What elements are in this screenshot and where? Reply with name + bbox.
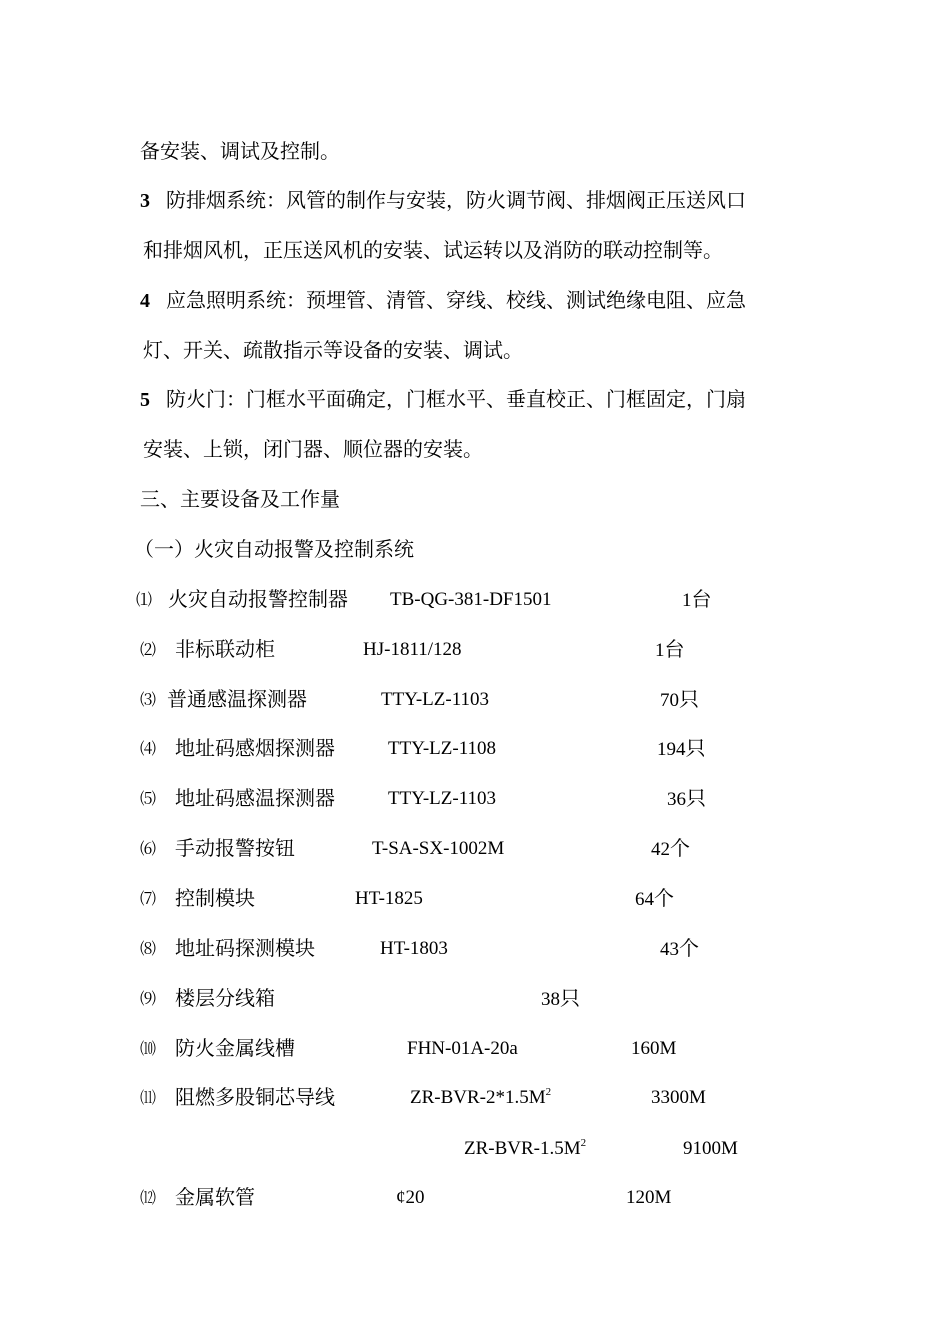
item-quantity	[635, 885, 674, 913]
item-quantity	[541, 985, 580, 1013]
item-index: ⑾	[140, 1088, 157, 1107]
item-model: TTY-LZ-1103	[381, 689, 489, 710]
item-model-text: ZR-BVR-1.5M	[464, 1138, 581, 1159]
item-model: T-SA-SX-1002M	[372, 838, 505, 859]
item-quantity	[655, 636, 685, 664]
item-quantity	[660, 935, 699, 963]
paragraph-4-line-1	[140, 287, 746, 314]
item-index: ⑴	[136, 590, 153, 609]
paragraph-4-line-2	[143, 337, 523, 363]
item-index: ⑻	[140, 939, 157, 958]
item-model: TTY-LZ-1103	[388, 788, 496, 809]
item-model: TB-QG-381-DF1501	[390, 589, 552, 610]
item-quantity	[657, 735, 706, 763]
item-model-text: ZR-BVR-2*1.5M	[410, 1087, 546, 1108]
paragraph-text: 防火门：门框水平面确定，门框水平、垂直校正、门框固定，门扇	[166, 387, 746, 411]
item-unit: 只	[679, 687, 699, 711]
item-model: HT-1803	[380, 938, 448, 959]
item-unit: 台	[664, 637, 685, 661]
item-index: ⑷	[140, 739, 157, 758]
item-qty-value: 42	[651, 839, 670, 860]
item-quantity	[682, 586, 712, 614]
item-name: 金属软管	[175, 1185, 255, 1209]
item-model: HJ-1811/128	[363, 639, 462, 660]
paragraph-continuation	[140, 138, 340, 164]
item-index: ⑸	[140, 789, 157, 808]
item-unit: 个	[670, 836, 690, 860]
item-qty-value: 1	[655, 640, 665, 661]
superscript: 2	[545, 1086, 552, 1098]
paragraph-5-line-2	[143, 436, 483, 462]
item-qty-value: 194	[657, 739, 686, 760]
subsection-title: （一）火灾自动报警及控制系统	[134, 537, 414, 561]
item-unit: 台	[691, 587, 712, 611]
item-unit: 个	[654, 886, 674, 910]
item-model	[410, 1085, 551, 1111]
item-name: 控制模块	[175, 886, 255, 910]
item-quantity	[660, 686, 699, 714]
item-name: 普通感温探测器	[167, 687, 307, 711]
paragraph-text: 安装、上锁，闭门器、顺位器的安装。	[143, 437, 483, 461]
paragraph-3-line-1	[140, 187, 746, 214]
item-qty-value: 70	[660, 690, 679, 711]
item-quantity: 160M	[631, 1038, 677, 1059]
item-quantity: 9100M	[683, 1138, 738, 1159]
item-index: ⑶	[140, 690, 157, 709]
item-unit: 只	[685, 736, 706, 760]
item-index: ⑹	[140, 839, 157, 858]
item-unit: 只	[560, 986, 580, 1010]
item-index: ⑺	[140, 889, 157, 908]
item-qty-value: 64	[635, 889, 654, 910]
item-index: ⑿	[140, 1188, 157, 1207]
item-index: ⑽	[140, 1039, 157, 1058]
paragraph-text: 应急照明系统：预埋管、清管、穿线、校线、测试绝缘电阻、应急	[166, 288, 746, 312]
item-model	[464, 1136, 586, 1162]
item-quantity	[667, 785, 706, 813]
item-unit: 只	[686, 786, 706, 810]
paragraph-5-line-1	[140, 386, 746, 413]
paragraph-text: 备安装、调试及控制。	[140, 139, 340, 163]
item-quantity: 120M	[626, 1187, 672, 1208]
paragraph-number: 3	[140, 190, 150, 212]
item-name: 火灾自动报警控制器	[168, 587, 348, 611]
section-title: 三、主要设备及工作量	[140, 487, 340, 511]
item-qty-value: 43	[660, 939, 679, 960]
item-model: TTY-LZ-1108	[388, 738, 496, 759]
item-name: 阻燃多股铜芯导线	[175, 1085, 335, 1109]
item-quantity	[651, 835, 690, 863]
item-name: 防火金属线槽	[175, 1036, 295, 1060]
item-name: 地址码感温探测器	[175, 786, 335, 810]
item-index: ⑵	[140, 640, 157, 659]
item-qty-value: 36	[667, 789, 686, 810]
item-name: 地址码感烟探测器	[175, 736, 335, 760]
item-name: 手动报警按钮	[175, 836, 295, 860]
item-model: ¢20	[396, 1187, 425, 1208]
item-unit: 个	[679, 936, 699, 960]
paragraph-number: 4	[140, 290, 150, 312]
item-model: FHN-01A-20a	[407, 1038, 518, 1059]
item-name: 楼层分线箱	[175, 986, 275, 1010]
paragraph-text: 防排烟系统：风管的制作与安装，防火调节阀、排烟阀正压送风口	[166, 188, 746, 212]
item-model: HT-1825	[355, 888, 423, 909]
paragraph-text: 灯、开关、疏散指示等设备的安装、调试。	[143, 338, 523, 362]
paragraph-text: 和排烟风机，正压送风机的安装、试运转以及消防的联动控制等。	[143, 238, 723, 262]
superscript: 2	[580, 1137, 587, 1149]
item-name: 非标联动柜	[175, 637, 275, 661]
item-qty-value: 38	[541, 989, 560, 1010]
paragraph-3-line-2	[143, 237, 723, 263]
item-quantity: 3300M	[651, 1087, 706, 1108]
paragraph-number: 5	[140, 389, 150, 411]
item-name: 地址码探测模块	[175, 936, 315, 960]
item-index: ⑼	[140, 989, 157, 1008]
item-qty-value: 1	[682, 590, 692, 611]
